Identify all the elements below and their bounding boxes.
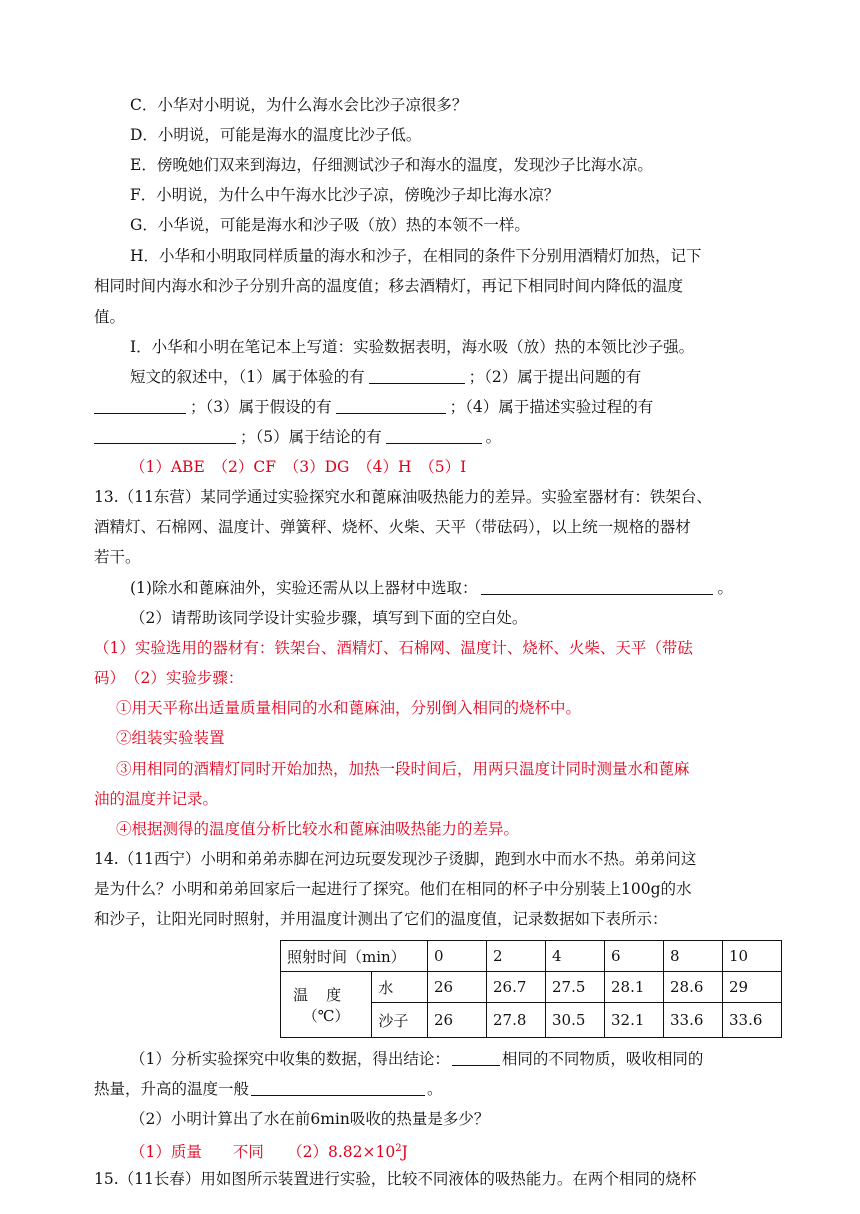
q14-answer-blank-2[interactable] — [251, 1080, 425, 1096]
answer-blank-3[interactable] — [336, 398, 446, 414]
q14-answer-text: （1）质量 不同 （2）8.82×10 — [130, 1143, 396, 1161]
table-cell: 沙子 — [372, 1003, 428, 1038]
option-i: I．小华和小明在笔记本上写道：实验数据表明，海水吸（放）热的本领比沙子强。 — [130, 338, 695, 356]
table-cell: 水 — [372, 972, 428, 1003]
q12-prompt-line3 — [94, 427, 501, 447]
q15-line1: 15.（11长春）用如图所示装置进行实验，比较不同液体的吸热能力。在两个相同的烧杯 — [94, 1170, 697, 1188]
prompt-part-3: ；（3）属于假设的有 — [190, 398, 332, 416]
q13-part1 — [130, 578, 733, 598]
option-f: F．小明说，为什么中午海水比沙子凉，傍晚沙子却比海水凉？ — [130, 186, 560, 204]
q13-line2: 酒精灯、石棉网、温度计、弹簧秤、烧杯、火柴、天平（带砝码），以上统一规格的器材 — [94, 518, 691, 536]
temp-label-line2: （℃） — [302, 1006, 350, 1025]
q14-part1-line1 — [130, 1049, 703, 1069]
table-row — [281, 972, 782, 1003]
table-cell: 28.1 — [605, 972, 664, 1003]
q13-step3-line1: ③用相同的酒精灯同时开始加热，加热一段时间后，用两只温度计同时测量水和蓖麻 — [116, 760, 690, 778]
q14-part2: （2）小明计算出了水在前6min吸收的热量是多少？ — [130, 1110, 490, 1128]
option-h-line2: 相同时间内海水和沙子分别升高的温度值；移去酒精灯，再记下相同时间内降低的温度 — [94, 277, 684, 295]
table-cell: 32.1 — [605, 1003, 664, 1038]
option-d: D．小明说，可能是海水的温度比沙子低。 — [130, 126, 422, 144]
q14-answer-unit: J — [401, 1143, 408, 1161]
table-cell: 30.5 — [546, 1003, 605, 1038]
q13-answer-line2: 码） （2）实验步骤： — [94, 669, 244, 687]
table-cell: 33.6 — [723, 1003, 782, 1038]
table-cell: 8 — [664, 941, 723, 972]
q13-line1: 13.（11东营）某同学通过实验探究水和蓖麻油吸热能力的差异。实验室器材有：铁架台、 — [94, 488, 712, 506]
q13-line3: 若干。 — [94, 548, 141, 566]
option-e: E．傍晚她们双来到海边，仔细测试沙子和海水的温度，发现沙子比海水凉。 — [130, 156, 653, 174]
q13-part1-text: (1)除水和蓖麻油外，实验还需从以上器材中选取： — [130, 579, 478, 597]
table-cell: 6 — [605, 941, 664, 972]
q14-line2: 是为什么？小明和弟弟回家后一起进行了探究。他们在相同的杯子中分别装上100g的水 — [94, 880, 692, 898]
q12-prompt-line2 — [94, 397, 653, 417]
option-h-line3: 值。 — [94, 308, 126, 326]
q12-answer: （1）ABE （2）CF （3）DG （4）H （5）I — [130, 458, 467, 476]
q13-step2: ②组装实验装置 — [116, 729, 225, 747]
q12-prompt-line1 — [130, 367, 641, 387]
q14-period: 。 — [427, 1080, 443, 1098]
prompt-part-1: 短文的叙述中，（1）属于体验的有 — [130, 368, 365, 386]
temp-label-line1: 温度 — [293, 985, 360, 1004]
q13-part2: （2）请帮助该同学设计实验步骤，填写到下面的空白处。 — [130, 609, 528, 627]
q14-answer-exponent: 2 — [395, 1143, 402, 1154]
prompt-part-2: ；（2）属于提出问题的有 — [468, 368, 642, 386]
q14-answer — [130, 1139, 408, 1162]
q13-answer-blank[interactable] — [481, 579, 713, 595]
q13-step4: ④根据测得的温度值分析比较水和蓖麻油吸热能力的差异。 — [116, 820, 520, 838]
table-cell: 29 — [723, 972, 782, 1003]
q14-line3: 和沙子，让阳光同时照射，并用温度计测出了它们的温度值，记录数据如下表所示： — [94, 910, 668, 928]
table-cell: 2 — [487, 941, 546, 972]
prompt-part-5: ；（5）属于结论的有 — [240, 428, 382, 446]
answer-blank-4[interactable] — [94, 428, 236, 444]
answer-blank-5[interactable] — [386, 428, 482, 444]
q14-part1-text-c: 热量，升高的温度一般 — [94, 1080, 250, 1098]
table-temp-label — [281, 972, 372, 1038]
table-cell: 27.5 — [546, 972, 605, 1003]
q14-part1-line2 — [94, 1079, 443, 1099]
table-cell: 26 — [428, 1003, 487, 1038]
table-cell: 4 — [546, 941, 605, 972]
table-cell: 0 — [428, 941, 487, 972]
q14-line1: 14.（11西宁）小明和弟弟赤脚在河边玩耍发现沙子烫脚，跑到水中而水不热。弟弟问这 — [94, 850, 697, 868]
q14-part1-text-a: （1）分析实验探究中收集的数据，得出结论： — [130, 1050, 450, 1068]
option-c: C．小华对小明说，为什么海水会比沙子凉很多？ — [130, 96, 468, 114]
table-row — [281, 941, 782, 972]
q13-period: 。 — [717, 579, 733, 597]
option-g: G．小华说，可能是海水和沙子吸（放）热的本领不一样。 — [130, 216, 530, 234]
table-cell: 26 — [428, 972, 487, 1003]
table-cell: 10 — [723, 941, 782, 972]
option-h-line1: H．小华和小明取同样质量的海水和沙子，在相同的条件下分别用酒精灯加热，记下 — [130, 247, 702, 265]
table-header-time: 照射时间（min） — [281, 941, 428, 972]
table-cell: 27.8 — [487, 1003, 546, 1038]
answer-blank-2[interactable] — [94, 398, 186, 414]
table-cell: 26.7 — [487, 972, 546, 1003]
q13-step3-line2: 油的温度并记录。 — [94, 790, 219, 808]
table-cell: 33.6 — [664, 1003, 723, 1038]
q13-answer-line1: （1）实验选用的器材有：铁架台、酒精灯、石棉网、温度计、烧杯、火柴、天平（带砝 — [94, 639, 693, 657]
q13-step1: ①用天平称出适量质量相同的水和蓖麻油，分别倒入相同的烧杯中。 — [116, 699, 582, 717]
temperature-table — [280, 940, 782, 1038]
answer-blank-1[interactable] — [369, 368, 465, 384]
prompt-part-4: ；（4）属于描述实验过程的有 — [449, 398, 654, 416]
q14-part1-text-b: 相同的不同物质，吸收相同的 — [501, 1050, 704, 1068]
q14-answer-blank-1[interactable] — [452, 1050, 500, 1066]
table-cell: 28.6 — [664, 972, 723, 1003]
prompt-part-6: 。 — [485, 428, 502, 446]
